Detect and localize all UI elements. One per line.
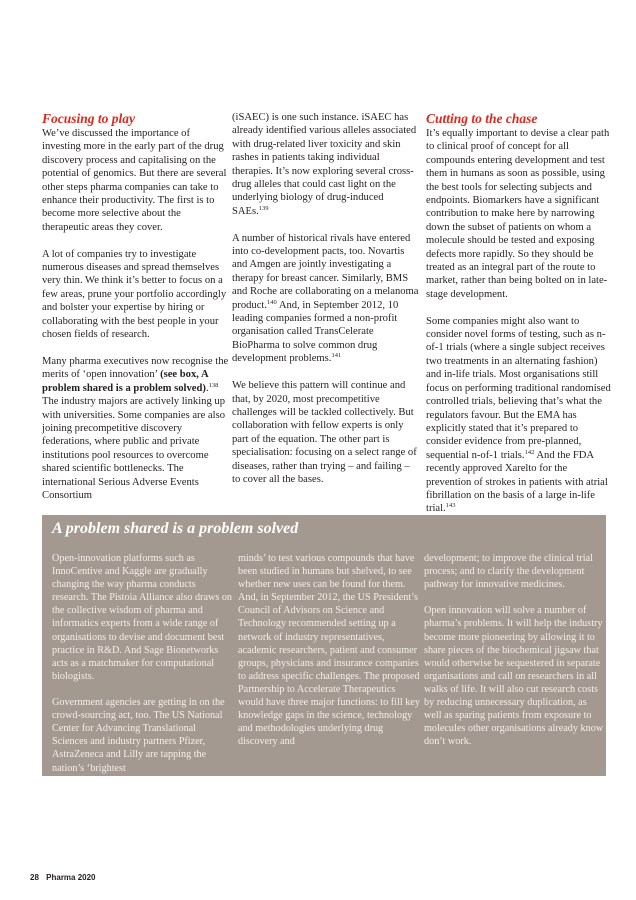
text-run: We’ve discussed the importance of investing more in the early part of the drug discovery process and capitalising on the potential of genomics. But there are several other steps pharma companies can take to enhance their productivity. The first is to become more selective about the therapeutic areas they cover. [42, 128, 227, 233]
body-paragraph [42, 127, 230, 234]
body-paragraph [426, 127, 614, 301]
box-column-2 [238, 552, 420, 762]
text-run: And the FDA recently approved Xarelto for the prevention of strokes in patients with atrial fibrillation on the basis of a large in-life trial. [426, 449, 608, 515]
footnote-ref: 139 [258, 204, 269, 212]
body-paragraph [232, 379, 420, 486]
footnote-ref: 141 [331, 352, 342, 360]
bold-reference: (see box, A problem shared is a problem solved) [42, 369, 209, 394]
body-paragraph [232, 111, 420, 218]
text-run: Many pharma executives now recognise the merits of ‘open innovation’ [42, 355, 229, 381]
box-column-1 [52, 552, 234, 788]
body-paragraph [232, 232, 420, 366]
body-paragraph [42, 355, 230, 502]
body-paragraph [42, 248, 230, 342]
footnote-ref: 142 [524, 448, 535, 456]
box-paragraph: Open-innovation platforms such as InnoCentive and Kaggle are gradually changing the way pharma conducts research. The Pistoia Alliance also draws on the collective wisdom of pharma and informatics experts from a wide range of organisations to devise and document best practice in R&D. And Sage Bionetworks acts as a matchmaker for computational biologists. [52, 553, 233, 682]
text-run: And, in September 2012, 10 leading companies formed a non-profit organisation called TransCelerate BioPharma to solve common drug development problems. [232, 299, 399, 365]
page-footer [30, 873, 96, 882]
text-run: A lot of companies try to investigate numerous diseases and spread themselves very thin. We think it’s better to focus on a few areas, prune your portfolio accordingly and bolster your expertise by hiring or collaborating with the best people in your chosen fields of research. [42, 248, 227, 341]
sidebar-box [42, 515, 606, 776]
publication-title: Pharma 2020 [46, 873, 96, 882]
article-column-3 [426, 111, 614, 529]
body-paragraph [426, 315, 614, 516]
text-run: We believe this pattern will continue and that, by 2020, most precompetitive challenges will be tackled collectively. But collaboration with fellow experts is only part of the equation. The other part is specialisation: focusing on a select range of diseases, rather than trying – and failing – to cover all the bases. [232, 380, 417, 485]
box-paragraph: minds’ to test various compounds that have been studied in humans but shelved, to see whether new uses can be found for them. And, in September 2012, the US President’s Council of Advisors on Science and Technology recommended setting up a network of industry representatives, academic researchers, patient and consumer groups, physicians and insurance companies to address specific challenges. The proposed Partnership to Accelerate Therapeutics would have three major functions: to fill key knowledge gaps in the science, technology and methodologies underlying drug discovery and [238, 553, 420, 748]
box-paragraph: Government agencies are getting in on the crowd-sourcing act, too. The US National Center for Advancing Translational Sciences and industry partners Pfizer, AstraZeneca and Lilly are tapping the nation’s ‘brightest [52, 697, 225, 774]
box-paragraph: Open innovation will solve a number of pharma’s problems. It will help the industry become more pioneering by allowing it to share pieces of the biochemical jigsaw that would otherwise be sequestered in separate organisations and call on researchers in all walks of life. It will also cut research costs by reducing unnecessary duplication, as well as sparing patients from exposure to molecules other organisations already know don’t work. [424, 605, 604, 748]
section-heading: Focusing to play [42, 111, 136, 126]
box-column-3 [424, 552, 606, 762]
page-number: 28 [30, 873, 39, 882]
text-run: A number of historical rivals have entered into co-development pacts, too. Novartis and Amgen are jointly investigating a therapy for breast cancer. Similarly, BMS and Roche are collaborating on a melanoma product. [232, 232, 419, 311]
footnote-ref: 143 [445, 502, 456, 510]
footnote-ref: 138 [208, 381, 219, 389]
text-run: . [205, 382, 209, 394]
text-run: Some companies might also want to consider novel forms of testing, such as n-of-1 trials (where a single subject receives two treatments in an alternating fashion) and in-life trials. Most organisations still focus on performing traditional randomised controlled trials, believing that’s what the regulators favour. But the EMA has explicitly stated that it’s prepared to consider evidence from pre-planned, sequential n-of-1 trials. [426, 315, 611, 461]
text-run: (iSAEC) is one such instance. iSAEC has already identified various alleles associated with drug-related liver toxicity and skin rashes in patients taking individual therapies. It’s now exploring several cross-drug alleles that could cast light on the underlying biology of drug-induced SAEs. [232, 112, 417, 217]
footnote-ref: 140 [267, 298, 277, 306]
text-run: It’s equally important to devise a clear path to clinical proof of concept for all compounds entering development and test them in humans as soon as possible, using the best tools for selecting subjects and endpoints. Biomarkers have a significant contribution to make here by narrowing down the subset of patients on whom a molecule should be tested and exposing defects more rapidly. So they should be treated as an integral part of the route to market, rather than being bolted on in late-stage development. [426, 128, 610, 300]
section-heading: Cutting to the chase [426, 111, 538, 126]
box-title: A problem shared is a problem solved [52, 520, 299, 537]
box-paragraph: development; to improve the clinical trial process; and to clarify the development pathway for innovative medicines. [424, 553, 593, 591]
article-column-1 [42, 111, 230, 516]
text-run: The industry majors are actively linking up with universities. Some companies are also joining precompetitive discovery federations, where public and private institutions pool resources to overcome shared scientific bottlenecks. The international Serious Adverse Events Consortium [42, 396, 225, 501]
article-column-2 [232, 111, 420, 500]
